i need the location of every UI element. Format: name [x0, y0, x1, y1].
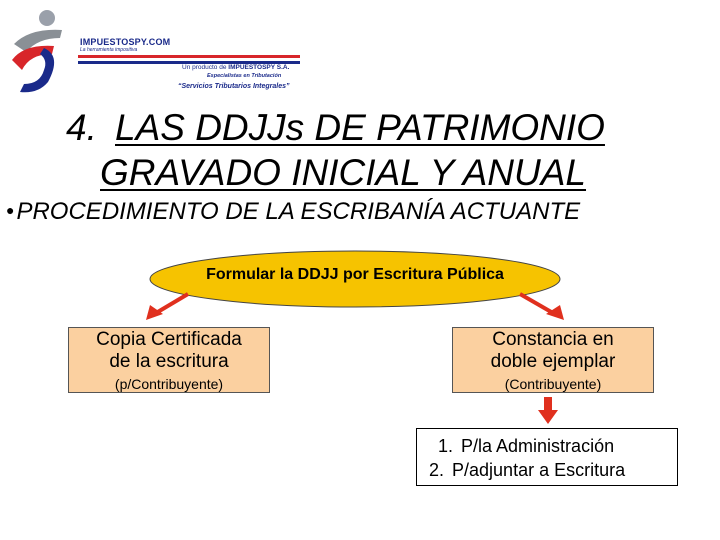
list-item	[429, 460, 625, 481]
list-item-number: 1.	[438, 436, 454, 456]
arrow-down-icon	[538, 397, 558, 424]
title-number: 4.	[66, 107, 97, 148]
list-item-text: P/adjuntar a Escritura	[452, 460, 626, 480]
logo-specialists: Especialistas en Tributación	[207, 73, 282, 79]
title-line-1: LAS DDJJs DE PATRIMONIO	[115, 107, 605, 148]
right-node-text	[452, 329, 654, 373]
right-node-line2: doble ejemplar	[490, 351, 616, 372]
left-node-text	[68, 329, 270, 373]
list-item-number: 2.	[429, 460, 445, 480]
right-node-line1: Constancia en	[492, 329, 614, 350]
list-item-text: P/la Administración	[461, 436, 615, 456]
bullet-icon: ●	[6, 202, 15, 218]
title-line-2: GRAVADO INICIAL Y ANUAL	[100, 152, 587, 193]
subtitle-text: PROCEDIMIENTO DE LA ESCRIBANÍA ACTUANTE	[16, 198, 581, 225]
logo-producer-prefix: Un producto de	[182, 64, 229, 71]
logo-tagline: La herramienta impositiva	[80, 47, 138, 53]
left-node-line1: Copia Certificada	[96, 329, 242, 350]
arrow-left-icon	[146, 294, 188, 320]
list-item	[438, 436, 614, 457]
logo-brand-name: IMPUESTOSPY.COM	[80, 37, 171, 47]
logo-slogan: “Servicios Tributarios Integrales”	[178, 83, 290, 90]
arrow-right-icon	[520, 294, 564, 320]
logo-producer-company: IMPUESTOSPY S.A.	[228, 64, 290, 71]
right-node-note: (Contribuyente)	[504, 376, 602, 392]
left-node-line2: de la escritura	[109, 351, 229, 372]
main-node-label: Formular la DDJJ por Escritura Pública	[206, 266, 504, 283]
left-node-note: (p/Contribuyente)	[114, 376, 224, 392]
